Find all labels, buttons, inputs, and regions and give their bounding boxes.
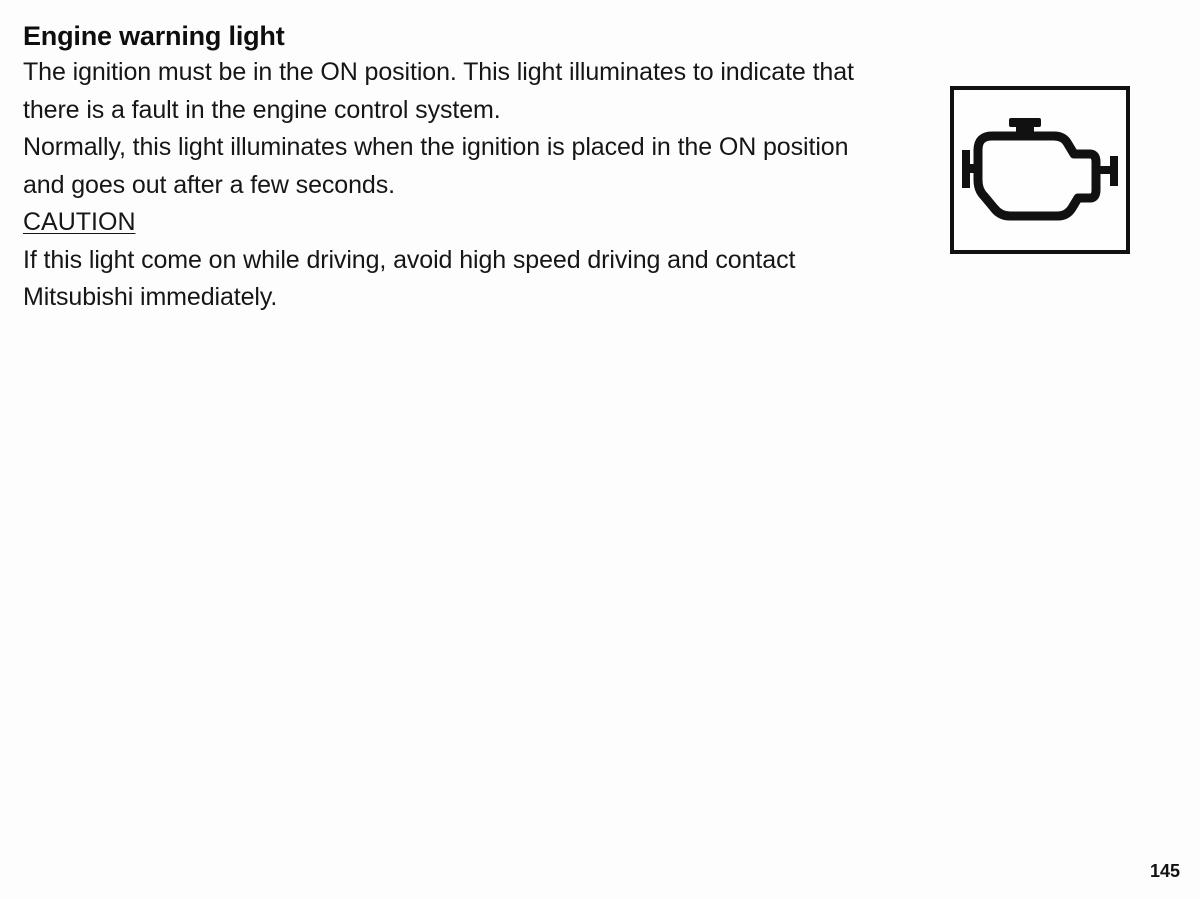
engine-warning-icon-box	[950, 86, 1130, 254]
section-content	[23, 18, 863, 317]
caution-label: CAUTION	[23, 208, 136, 236]
paragraph-ignition-fault: The ignition must be in the ON position. This light illuminates to indicate that there is a fault in the engine control system.	[23, 58, 854, 124]
engine-check-icon	[954, 90, 1126, 250]
section-heading: Engine warning light	[23, 21, 285, 51]
page-number: 145	[1149, 861, 1180, 881]
paragraph-normal-behavior: Normally, this light illuminates when the ignition is placed in the ON position and goes out after a few seconds.	[23, 133, 849, 199]
caution-text: If this light come on while driving, avoid high speed driving and contact Mitsubishi immediately.	[23, 245, 796, 311]
